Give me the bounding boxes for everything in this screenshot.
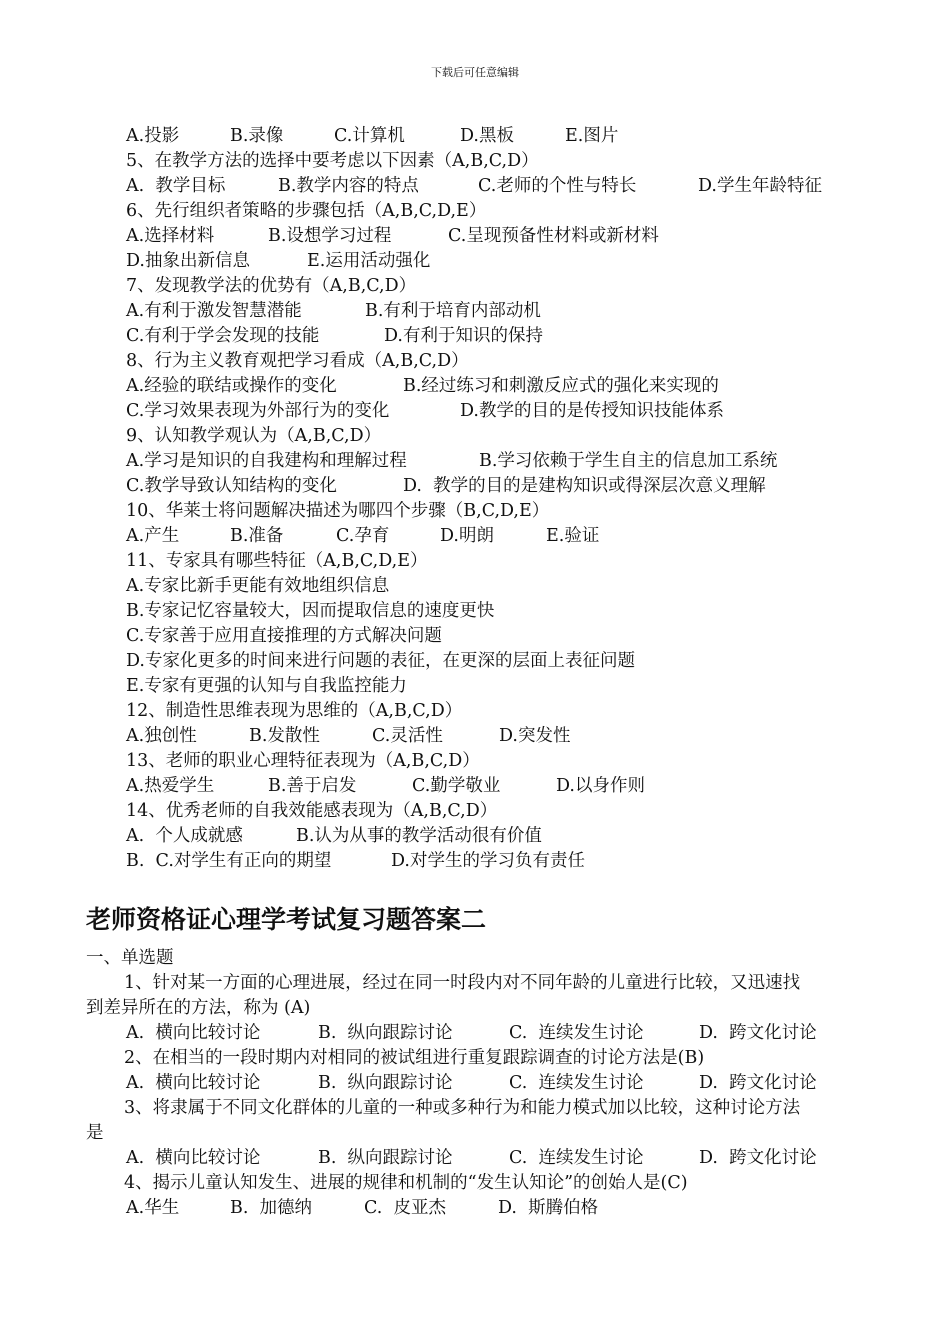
answer-option: A.华生 xyxy=(126,1198,180,1218)
text-line: E.专家有更强的认知与自我监控能力 xyxy=(126,676,407,696)
option-row xyxy=(0,1071,950,1096)
answer-option: B.学习依赖于学生自主的信息加工系统 xyxy=(479,451,778,471)
answer-option: B.设想学习过程 xyxy=(268,226,392,246)
option-row xyxy=(0,774,950,799)
text-line: 8、行为主义教育观把学习看成（A,B,C,D） xyxy=(126,351,469,371)
text-line: 7、发现教学法的优势有（A,B,C,D） xyxy=(126,276,417,296)
option-row xyxy=(0,324,950,349)
answer-option: D. 教学的目的是建构知识或得深层次意义理解 xyxy=(403,476,766,496)
answer-option: C.老师的个性与特长 xyxy=(478,176,637,196)
text-line: 9、认知教学观认为（A,B,C,D） xyxy=(126,426,382,446)
answer-option: E.验证 xyxy=(546,526,600,546)
option-row xyxy=(0,824,950,849)
answer-option: C.灵活性 xyxy=(372,726,443,746)
answer-option: D.以身作则 xyxy=(556,776,645,796)
text-line: D.专家化更多的时间来进行问题的表征，在更深的层面上表征问题 xyxy=(126,651,635,671)
answer-option: B. C.对学生有正向的期望 xyxy=(126,851,332,871)
answer-option: B.发散性 xyxy=(249,726,320,746)
answer-option: A. 教学目标 xyxy=(126,176,226,196)
text-line: 10、华莱士将问题解决描述为哪四个步骤（B,C,D,E） xyxy=(126,501,550,521)
answer-option: B. 纵向跟踪讨论 xyxy=(318,1023,453,1043)
text-line: 一、单选题 xyxy=(86,948,174,968)
answer-option: C.勤学敬业 xyxy=(412,776,501,796)
answer-option: B.善于启发 xyxy=(268,776,357,796)
text-line: 12、制造性思维表现为思维的（A,B,C,D） xyxy=(126,701,463,721)
option-row xyxy=(0,1196,950,1221)
answer-option: A.经验的联结或操作的变化 xyxy=(126,376,337,396)
answer-option: B.有利于培育内部动机 xyxy=(365,301,541,321)
answer-option: E.运用活动强化 xyxy=(307,251,431,271)
text-line: 4、揭示儿童认知发生、进展的规律和机制的“发生认知论”的创始人是(C) xyxy=(124,1173,688,1193)
answer-option: E.图片 xyxy=(565,126,619,146)
answer-option: D.明朗 xyxy=(440,526,494,546)
answer-option: A. 横向比较讨论 xyxy=(126,1073,261,1093)
option-row xyxy=(0,374,950,399)
option-row xyxy=(0,174,950,199)
answer-option: C.教学导致认知结构的变化 xyxy=(126,476,337,496)
option-row xyxy=(0,124,950,149)
text-line: 是 xyxy=(86,1123,104,1143)
answer-option: C.学习效果表现为外部行为的变化 xyxy=(126,401,390,421)
answer-option: A. 个人成就感 xyxy=(126,826,243,846)
answer-option: D.抽象出新信息 xyxy=(126,251,250,271)
answer-option: A.选择材料 xyxy=(126,226,215,246)
option-row xyxy=(0,724,950,749)
answer-option: A. 横向比较讨论 xyxy=(126,1023,261,1043)
answer-option: D. 跨文化讨论 xyxy=(699,1148,817,1168)
answer-option: B.经过练习和刺激反应式的强化来实现的 xyxy=(403,376,719,396)
answer-option: C.计算机 xyxy=(334,126,405,146)
answer-option: A. 横向比较讨论 xyxy=(126,1148,261,1168)
option-row xyxy=(0,224,950,249)
answer-option: B.准备 xyxy=(230,526,284,546)
answer-option: B. 纵向跟踪讨论 xyxy=(318,1073,453,1093)
answer-option: B.教学内容的特点 xyxy=(278,176,419,196)
option-row xyxy=(0,299,950,324)
answer-option: A.产生 xyxy=(126,526,180,546)
answer-option: D.突发性 xyxy=(499,726,571,746)
text-line: 到差异所在的方法，称为 (A) xyxy=(86,998,311,1018)
text-line: 11、专家具有哪些特征（A,B,C,D,E） xyxy=(126,551,428,571)
answer-option: C. 皮亚杰 xyxy=(364,1198,446,1218)
text-line: 6、先行组织者策略的步骤包括（A,B,C,D,E） xyxy=(126,201,487,221)
answer-option: A.投影 xyxy=(126,126,180,146)
answer-option: C. 连续发生讨论 xyxy=(509,1148,644,1168)
option-row xyxy=(0,399,950,424)
option-row xyxy=(0,849,950,874)
text-line: 3、将隶属于不同文化群体的儿童的一种或多种行为和能力模式加以比较，这种讨论方法 xyxy=(124,1098,801,1118)
answer-option: D.黑板 xyxy=(460,126,514,146)
answer-option: A.学习是知识的自我建构和理解过程 xyxy=(126,451,407,471)
answer-option: D. 跨文化讨论 xyxy=(699,1023,817,1043)
answer-option: A.有利于激发智慧潜能 xyxy=(126,301,302,321)
answer-option: D.对学生的学习负有责任 xyxy=(391,851,585,871)
option-row xyxy=(0,449,950,474)
answer-option: D.有利于知识的保持 xyxy=(384,326,543,346)
text-line: C.专家善于应用直接推理的方式解决问题 xyxy=(126,626,442,646)
answer-option: C.有利于学会发现的技能 xyxy=(126,326,320,346)
answer-option: D.学生年龄特征 xyxy=(698,176,822,196)
page-header: 下载后可任意编辑 xyxy=(431,66,519,79)
answer-option: C.孕育 xyxy=(336,526,390,546)
answer-option: B.录像 xyxy=(230,126,284,146)
section-title: 老师资格证心理学考试复习题答案二 xyxy=(86,905,487,934)
text-line: 5、在教学方法的选择中要考虑以下因素（A,B,C,D） xyxy=(126,151,539,171)
text-line: B.专家记忆容量较大，因而提取信息的速度更快 xyxy=(126,601,495,621)
text-line: A.专家比新手更能有效地组织信息 xyxy=(126,576,390,596)
option-row xyxy=(0,1021,950,1046)
option-row xyxy=(0,474,950,499)
answer-option: D. 跨文化讨论 xyxy=(699,1073,817,1093)
option-row xyxy=(0,249,950,274)
answer-option: B. 纵向跟踪讨论 xyxy=(318,1148,453,1168)
answer-option: B.认为从事的教学活动很有价值 xyxy=(296,826,542,846)
answer-option: A.热爱学生 xyxy=(126,776,215,796)
text-line: 1、针对某一方面的心理进展，经过在同一时段内对不同年龄的儿童进行比较，又迅速找 xyxy=(124,973,801,993)
answer-option: B. 加德纳 xyxy=(230,1198,313,1218)
answer-option: C.呈现预备性材料或新材料 xyxy=(448,226,659,246)
text-line: 2、在相当的一段时期内对相同的被试组进行重复跟踪调查的讨论方法是(B) xyxy=(124,1048,705,1068)
text-line: 14、优秀老师的自我效能感表现为（A,B,C,D） xyxy=(126,801,498,821)
answer-option: A.独创性 xyxy=(126,726,197,746)
option-row xyxy=(0,1146,950,1171)
answer-option: C. 连续发生讨论 xyxy=(509,1073,644,1093)
answer-option: C. 连续发生讨论 xyxy=(509,1023,644,1043)
text-line: 13、老师的职业心理特征表现为（A,B,C,D） xyxy=(126,751,480,771)
answer-option: D. 斯腾伯格 xyxy=(498,1198,599,1218)
answer-option: D.教学的目的是传授知识技能体系 xyxy=(460,401,724,421)
option-row xyxy=(0,524,950,549)
